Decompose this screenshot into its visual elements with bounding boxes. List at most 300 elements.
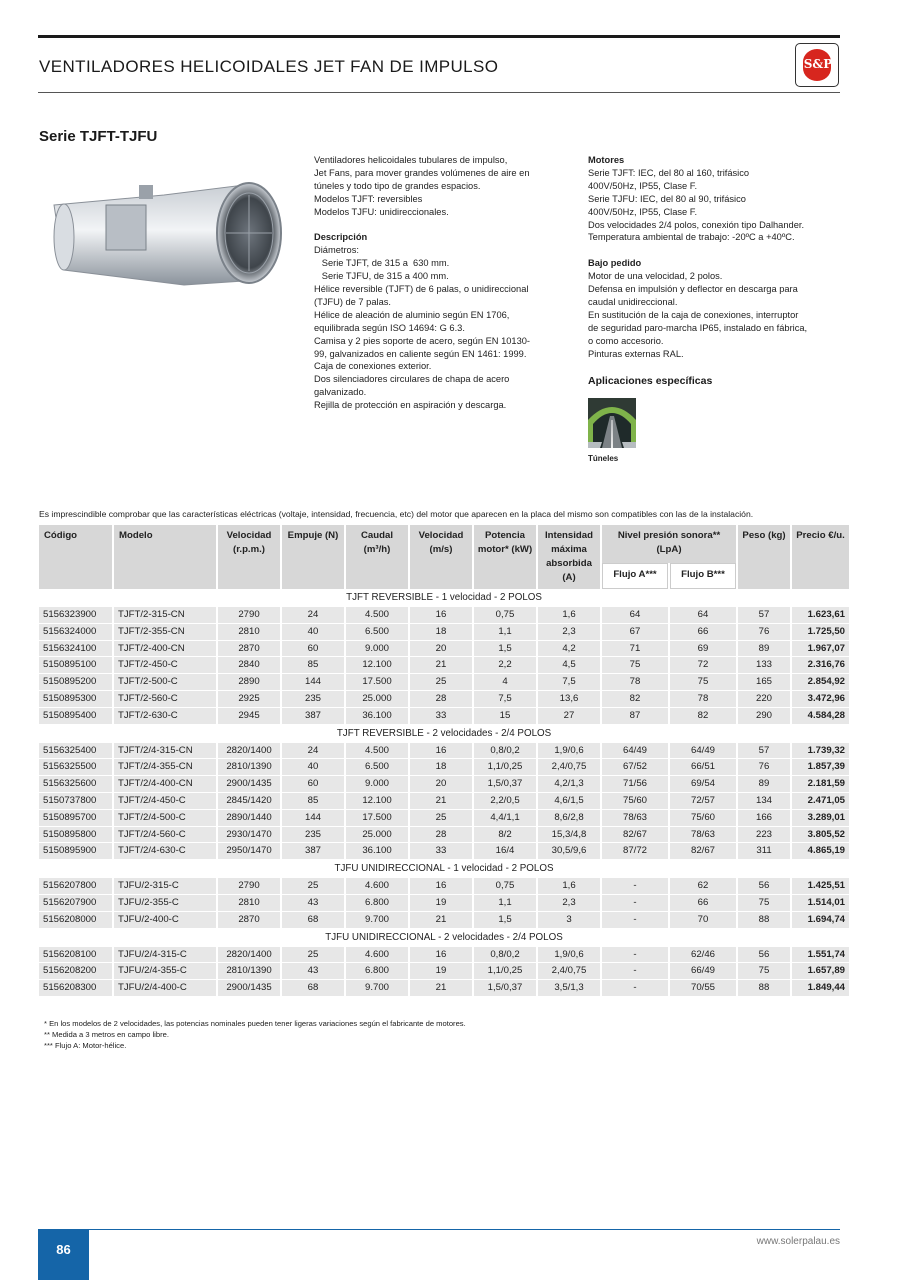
bajo-pedido-line: Pinturas externas RAL. bbox=[588, 348, 684, 359]
cell-velocidad-rpm: 2790 bbox=[218, 607, 280, 624]
cell-modelo: TJFT/2/4-560-C bbox=[114, 827, 216, 844]
cell-velocidad-rpm: 2845/1420 bbox=[218, 793, 280, 810]
tunnel-icon bbox=[588, 398, 636, 448]
cell-velocidad-ms: 33 bbox=[410, 708, 472, 725]
cell-potencia: 4,4/1,1 bbox=[474, 810, 536, 827]
cell-codigo: 5150895800 bbox=[39, 827, 112, 844]
table-row bbox=[39, 674, 849, 691]
cell-potencia: 1,5/0,37 bbox=[474, 776, 536, 793]
cell-caudal: 36.100 bbox=[346, 708, 408, 725]
cell-precio: 3.289,01 bbox=[792, 810, 849, 827]
cell-velocidad-ms: 21 bbox=[410, 980, 472, 997]
motores-title: Motores bbox=[588, 155, 625, 165]
cell-precio: 1.857,39 bbox=[792, 759, 849, 776]
motores-line: Dos velocidades 2/4 polos, conexión tipo Dalhander. bbox=[588, 219, 805, 230]
spec-table bbox=[37, 525, 851, 997]
fan-product-image bbox=[44, 175, 294, 295]
motores-line: Serie TJFU: IEC, del 80 al 90, trifásico bbox=[588, 193, 746, 204]
table-row bbox=[39, 691, 849, 708]
cell-precio: 1.551,74 bbox=[792, 947, 849, 964]
cell-potencia: 7,5 bbox=[474, 691, 536, 708]
table-row bbox=[39, 759, 849, 776]
cell-caudal: 25.000 bbox=[346, 827, 408, 844]
cell-flujo-b: 66 bbox=[670, 895, 736, 912]
cell-velocidad-ms: 19 bbox=[410, 895, 472, 912]
cell-empuje: 68 bbox=[282, 980, 344, 997]
cell-intensidad: 27 bbox=[538, 708, 600, 725]
cell-velocidad-ms: 25 bbox=[410, 810, 472, 827]
cell-codigo: 5156208200 bbox=[39, 963, 112, 980]
cell-flujo-a: 78 bbox=[602, 674, 668, 691]
cell-precio: 1.694,74 bbox=[792, 912, 849, 929]
cell-potencia: 8/2 bbox=[474, 827, 536, 844]
cell-intensidad: 3,5/1,3 bbox=[538, 980, 600, 997]
cell-flujo-a: - bbox=[602, 980, 668, 997]
bajo-pedido-line: de seguridad paro-marcha IP65, instalado en fábrica, bbox=[588, 322, 808, 333]
cell-velocidad-rpm: 2790 bbox=[218, 878, 280, 895]
cell-potencia: 1,1 bbox=[474, 895, 536, 912]
page-number: 86 bbox=[38, 1230, 89, 1280]
cell-empuje: 25 bbox=[282, 947, 344, 964]
cell-velocidad-rpm: 2945 bbox=[218, 708, 280, 725]
cell-modelo: TJFU/2-400-C bbox=[114, 912, 216, 929]
cell-empuje: 40 bbox=[282, 624, 344, 641]
cell-codigo: 5150895100 bbox=[39, 657, 112, 674]
cell-peso: 165 bbox=[738, 674, 790, 691]
section-title: TJFT REVERSIBLE - 1 velocidad - 2 POLOS bbox=[39, 589, 849, 607]
cell-empuje: 235 bbox=[282, 691, 344, 708]
table-row bbox=[39, 624, 849, 641]
cell-peso: 290 bbox=[738, 708, 790, 725]
cell-potencia: 2,2 bbox=[474, 657, 536, 674]
descripcion-title: Descripción bbox=[314, 232, 368, 243]
cell-caudal: 4.500 bbox=[346, 607, 408, 624]
cell-flujo-b: 64 bbox=[670, 607, 736, 624]
cell-potencia: 2,2/0,5 bbox=[474, 793, 536, 810]
footer-url[interactable]: www.solerpalau.es bbox=[756, 1236, 840, 1247]
cell-codigo: 5156207800 bbox=[39, 878, 112, 895]
cell-empuje: 43 bbox=[282, 963, 344, 980]
descripcion-line: Camisa y 2 pies soporte de acero, según EN 10130- bbox=[314, 335, 531, 346]
bajo-pedido-line: Defensa en impulsión y deflector en descarga para bbox=[588, 284, 798, 295]
cell-flujo-a: 75 bbox=[602, 657, 668, 674]
motores-line: Temperatura ambiental de trabajo: -20ºC a +40ºC. bbox=[588, 232, 795, 243]
footnote: * En los modelos de 2 velocidades, las potencias nominales pueden tener ligeras variaciones según el fabricante de motores. bbox=[44, 1019, 466, 1028]
cell-empuje: 144 bbox=[282, 674, 344, 691]
cell-caudal: 4.600 bbox=[346, 947, 408, 964]
cell-flujo-b: 66/49 bbox=[670, 963, 736, 980]
cell-precio: 1.967,07 bbox=[792, 641, 849, 658]
cell-potencia: 1,5 bbox=[474, 641, 536, 658]
cell-flujo-b: 75 bbox=[670, 674, 736, 691]
cell-codigo: 5156325500 bbox=[39, 759, 112, 776]
cell-flujo-a: 64/49 bbox=[602, 743, 668, 760]
cell-peso: 75 bbox=[738, 963, 790, 980]
cell-flujo-a: - bbox=[602, 912, 668, 929]
cell-modelo: TJFU/2/4-355-C bbox=[114, 963, 216, 980]
cell-intensidad: 4,2 bbox=[538, 641, 600, 658]
descripcion-line: Caja de conexiones exterior. bbox=[314, 361, 432, 372]
cell-modelo: TJFT/2/4-400-CN bbox=[114, 776, 216, 793]
tunnel-label: Túneles bbox=[588, 454, 619, 463]
intro-line: Jet Fans, para mover grandes volúmenes de aire en bbox=[314, 167, 530, 178]
cell-intensidad: 2,4/0,75 bbox=[538, 759, 600, 776]
cell-flujo-a: - bbox=[602, 878, 668, 895]
cell-velocidad-ms: 16 bbox=[410, 607, 472, 624]
cell-intensidad: 13,6 bbox=[538, 691, 600, 708]
descripcion-line: (TJFU) de 7 palas. bbox=[314, 296, 391, 307]
cell-velocidad-rpm: 2870 bbox=[218, 912, 280, 929]
header-empuje: Empuje (N) bbox=[282, 525, 344, 589]
cell-intensidad: 1,9/0,6 bbox=[538, 947, 600, 964]
section-title: TJFU UNIDIRECCIONAL - 1 velocidad - 2 POLOS bbox=[39, 860, 849, 878]
cell-flujo-a: 78/63 bbox=[602, 810, 668, 827]
cell-flujo-b: 70 bbox=[670, 912, 736, 929]
cell-codigo: 5156323900 bbox=[39, 607, 112, 624]
cell-potencia: 1,1/0,25 bbox=[474, 963, 536, 980]
cell-flujo-a: 82/67 bbox=[602, 827, 668, 844]
section-row bbox=[39, 725, 849, 743]
cell-velocidad-ms: 28 bbox=[410, 827, 472, 844]
cell-velocidad-rpm: 2810 bbox=[218, 624, 280, 641]
cell-velocidad-rpm: 2890 bbox=[218, 674, 280, 691]
header-caudal: Caudal (m³/h) bbox=[346, 525, 408, 589]
cell-modelo: TJFT/2/4-450-C bbox=[114, 793, 216, 810]
table-row bbox=[39, 980, 849, 997]
cell-intensidad: 4,5 bbox=[538, 657, 600, 674]
cell-flujo-b: 72/57 bbox=[670, 793, 736, 810]
cell-empuje: 85 bbox=[282, 657, 344, 674]
brand-logo bbox=[795, 43, 839, 87]
cell-caudal: 6.500 bbox=[346, 624, 408, 641]
cell-modelo: TJFT/2/4-500-C bbox=[114, 810, 216, 827]
cell-codigo: 5156207900 bbox=[39, 895, 112, 912]
cell-empuje: 85 bbox=[282, 793, 344, 810]
cell-peso: 76 bbox=[738, 759, 790, 776]
cell-modelo: TJFU/2-315-C bbox=[114, 878, 216, 895]
motores-line: 400V/50Hz, IP55, Clase F. bbox=[588, 206, 698, 217]
cell-peso: 56 bbox=[738, 947, 790, 964]
descripcion-line: Rejilla de protección en aspiración y descarga. bbox=[314, 400, 507, 411]
cell-velocidad-ms: 20 bbox=[410, 776, 472, 793]
cell-flujo-a: - bbox=[602, 895, 668, 912]
cell-flujo-a: 71 bbox=[602, 641, 668, 658]
cell-empuje: 144 bbox=[282, 810, 344, 827]
cell-modelo: TJFT/2-450-C bbox=[114, 657, 216, 674]
cell-precio: 1.849,44 bbox=[792, 980, 849, 997]
cell-velocidad-rpm: 2950/1470 bbox=[218, 843, 280, 860]
cell-potencia: 1,1 bbox=[474, 624, 536, 641]
cell-flujo-b: 69/54 bbox=[670, 776, 736, 793]
cell-peso: 89 bbox=[738, 641, 790, 658]
header-nivel-sonoro: Nivel presión sonora** (LpA) bbox=[602, 525, 736, 563]
cell-potencia: 1,5 bbox=[474, 912, 536, 929]
cell-velocidad-rpm: 2900/1435 bbox=[218, 776, 280, 793]
section-row bbox=[39, 589, 849, 607]
cell-velocidad-rpm: 2925 bbox=[218, 691, 280, 708]
cell-codigo: 5150895700 bbox=[39, 810, 112, 827]
series-title: Serie TJFT-TJFU bbox=[39, 128, 158, 145]
cell-peso: 166 bbox=[738, 810, 790, 827]
intro-line: Ventiladores helicoidales tubulares de impulso, bbox=[314, 155, 508, 165]
header-intensidad: Intensidad máxima absorbida (A) bbox=[538, 525, 600, 589]
cell-modelo: TJFT/2/4-315-CN bbox=[114, 743, 216, 760]
cell-peso: 223 bbox=[738, 827, 790, 844]
cell-modelo: TJFT/2/4-630-C bbox=[114, 843, 216, 860]
cell-precio: 2.854,92 bbox=[792, 674, 849, 691]
table-row bbox=[39, 708, 849, 725]
spec-table-body bbox=[39, 589, 849, 997]
table-row bbox=[39, 810, 849, 827]
cell-empuje: 235 bbox=[282, 827, 344, 844]
cell-velocidad-ms: 16 bbox=[410, 743, 472, 760]
cell-potencia: 15 bbox=[474, 708, 536, 725]
cell-potencia: 0,75 bbox=[474, 607, 536, 624]
cell-potencia: 0,8/0,2 bbox=[474, 743, 536, 760]
cell-velocidad-rpm: 2810 bbox=[218, 895, 280, 912]
cell-potencia: 0,75 bbox=[474, 878, 536, 895]
cell-flujo-b: 62 bbox=[670, 878, 736, 895]
table-row bbox=[39, 843, 849, 860]
descripcion-line: Serie TJFU, de 315 a 400 mm. bbox=[314, 271, 449, 282]
cell-modelo: TJFU/2/4-315-C bbox=[114, 947, 216, 964]
cell-caudal: 12.100 bbox=[346, 793, 408, 810]
cell-precio: 1.657,89 bbox=[792, 963, 849, 980]
cell-peso: 88 bbox=[738, 980, 790, 997]
cell-intensidad: 30,5/9,6 bbox=[538, 843, 600, 860]
descripcion-line: Diámetros: bbox=[314, 245, 359, 256]
cell-velocidad-rpm: 2810/1390 bbox=[218, 759, 280, 776]
cell-peso: 57 bbox=[738, 743, 790, 760]
cell-codigo: 5156208300 bbox=[39, 980, 112, 997]
cell-intensidad: 1,6 bbox=[538, 878, 600, 895]
cell-peso: 75 bbox=[738, 895, 790, 912]
cell-velocidad-ms: 19 bbox=[410, 963, 472, 980]
header-flujo-a: Flujo A*** bbox=[602, 563, 668, 589]
section-title: TJFU UNIDIRECCIONAL - 2 velocidades - 2/4 POLOS bbox=[39, 929, 849, 947]
cell-velocidad-ms: 18 bbox=[410, 759, 472, 776]
cell-flujo-b: 75/60 bbox=[670, 810, 736, 827]
cell-velocidad-ms: 21 bbox=[410, 793, 472, 810]
cell-modelo: TJFT/2/4-355-CN bbox=[114, 759, 216, 776]
cell-caudal: 4.600 bbox=[346, 878, 408, 895]
intro-line: Modelos TJFU: unidireccionales. bbox=[314, 206, 449, 217]
cell-peso: 88 bbox=[738, 912, 790, 929]
cell-velocidad-rpm: 2840 bbox=[218, 657, 280, 674]
cell-precio: 1.514,01 bbox=[792, 895, 849, 912]
cell-precio: 1.623,61 bbox=[792, 607, 849, 624]
bajo-pedido-line: caudal unidireccional. bbox=[588, 296, 678, 307]
cell-velocidad-rpm: 2820/1400 bbox=[218, 947, 280, 964]
cell-velocidad-rpm: 2930/1470 bbox=[218, 827, 280, 844]
cell-flujo-a: 67 bbox=[602, 624, 668, 641]
cell-flujo-a: - bbox=[602, 947, 668, 964]
cell-intensidad: 2,3 bbox=[538, 624, 600, 641]
table-row bbox=[39, 607, 849, 624]
bajo-pedido-title: Bajo pedido bbox=[588, 258, 642, 269]
table-row bbox=[39, 743, 849, 760]
cell-flujo-a: 87/72 bbox=[602, 843, 668, 860]
cell-caudal: 6.800 bbox=[346, 895, 408, 912]
header-precio: Precio €/u. bbox=[792, 525, 849, 589]
cell-codigo: 5150895200 bbox=[39, 674, 112, 691]
cell-modelo: TJFT/2-500-C bbox=[114, 674, 216, 691]
footnote: *** Flujo A: Motor-hélice. bbox=[44, 1041, 127, 1051]
aplicaciones-title: Aplicaciones específicas bbox=[588, 375, 713, 387]
table-row bbox=[39, 963, 849, 980]
table-row bbox=[39, 793, 849, 810]
cell-peso: 220 bbox=[738, 691, 790, 708]
cell-codigo: 5156324100 bbox=[39, 641, 112, 658]
header-flujo-b: Flujo B*** bbox=[670, 563, 736, 589]
cell-caudal: 9.000 bbox=[346, 641, 408, 658]
cell-empuje: 40 bbox=[282, 759, 344, 776]
descripcion-line: 99, galvanizados en caliente según EN 1461: 1999. bbox=[314, 348, 527, 359]
descripcion-line: Dos silenciadores circulares de chapa de acero bbox=[314, 374, 510, 385]
cell-intensidad: 1,9/0,6 bbox=[538, 743, 600, 760]
motores-column bbox=[588, 154, 843, 360]
cell-empuje: 60 bbox=[282, 641, 344, 658]
cell-precio: 1.739,32 bbox=[792, 743, 849, 760]
cell-precio: 4.584,28 bbox=[792, 708, 849, 725]
cell-velocidad-ms: 18 bbox=[410, 624, 472, 641]
table-row bbox=[39, 657, 849, 674]
cell-flujo-b: 66/51 bbox=[670, 759, 736, 776]
header-modelo: Modelo bbox=[114, 525, 216, 589]
cell-flujo-b: 69 bbox=[670, 641, 736, 658]
header-peso: Peso (kg) bbox=[738, 525, 790, 589]
cell-modelo: TJFT/2-355-CN bbox=[114, 624, 216, 641]
cell-peso: 134 bbox=[738, 793, 790, 810]
header-velocidad-ms: Velocidad (m/s) bbox=[410, 525, 472, 589]
descripcion-line: galvanizado. bbox=[314, 387, 367, 398]
cell-caudal: 6.500 bbox=[346, 759, 408, 776]
electrical-note: Es imprescindible comprobar que las características eléctricas (voltaje, intensidad, frecuencia, etc) del motor que aparecen en la placa del mismo son compatibles con las de la instalación. bbox=[39, 509, 754, 519]
cell-velocidad-ms: 16 bbox=[410, 878, 472, 895]
cell-precio: 1.425,51 bbox=[792, 878, 849, 895]
cell-flujo-a: 64 bbox=[602, 607, 668, 624]
table-row bbox=[39, 641, 849, 658]
cell-potencia: 4 bbox=[474, 674, 536, 691]
cell-precio: 3.472,96 bbox=[792, 691, 849, 708]
cell-velocidad-ms: 21 bbox=[410, 912, 472, 929]
cell-velocidad-rpm: 2810/1390 bbox=[218, 963, 280, 980]
cell-empuje: 43 bbox=[282, 895, 344, 912]
header-divider bbox=[38, 92, 840, 93]
cell-flujo-b: 70/55 bbox=[670, 980, 736, 997]
cell-precio: 3.805,52 bbox=[792, 827, 849, 844]
section-row bbox=[39, 860, 849, 878]
footnote: ** Medida a 3 metros en campo libre. bbox=[44, 1030, 169, 1040]
cell-caudal: 9.700 bbox=[346, 912, 408, 929]
footnotes bbox=[44, 1018, 466, 1052]
cell-precio: 2.471,05 bbox=[792, 793, 849, 810]
cell-codigo: 5150895400 bbox=[39, 708, 112, 725]
cell-potencia: 0,8/0,2 bbox=[474, 947, 536, 964]
descripcion-line: Hélice reversible (TJFT) de 6 palas, o unidireccional bbox=[314, 284, 529, 295]
cell-velocidad-rpm: 2820/1400 bbox=[218, 743, 280, 760]
bajo-pedido-line: En sustitución de la caja de conexiones, interruptor bbox=[588, 309, 799, 320]
table-row bbox=[39, 878, 849, 895]
cell-velocidad-rpm: 2900/1435 bbox=[218, 980, 280, 997]
cell-codigo: 5150737800 bbox=[39, 793, 112, 810]
cell-flujo-b: 66 bbox=[670, 624, 736, 641]
cell-peso: 311 bbox=[738, 843, 790, 860]
cell-flujo-b: 78 bbox=[670, 691, 736, 708]
table-row bbox=[39, 895, 849, 912]
cell-codigo: 5150895900 bbox=[39, 843, 112, 860]
cell-empuje: 68 bbox=[282, 912, 344, 929]
cell-velocidad-ms: 33 bbox=[410, 843, 472, 860]
cell-velocidad-rpm: 2870 bbox=[218, 641, 280, 658]
cell-flujo-a: 87 bbox=[602, 708, 668, 725]
intro-line: túneles y todo tipo de grandes espacios. bbox=[314, 180, 481, 191]
header-codigo: Código bbox=[39, 525, 112, 589]
cell-modelo: TJFT/2-400-CN bbox=[114, 641, 216, 658]
header-potencia: Potencia motor* (kW) bbox=[474, 525, 536, 589]
cell-velocidad-ms: 20 bbox=[410, 641, 472, 658]
table-row bbox=[39, 827, 849, 844]
cell-modelo: TJFT/2-315-CN bbox=[114, 607, 216, 624]
header-velocidad-rpm: Velocidad (r.p.m.) bbox=[218, 525, 280, 589]
cell-peso: 57 bbox=[738, 607, 790, 624]
cell-modelo: TJFU/2/4-400-C bbox=[114, 980, 216, 997]
bajo-pedido-line: o como accesorio. bbox=[588, 335, 664, 346]
cell-flujo-b: 82 bbox=[670, 708, 736, 725]
cell-caudal: 25.000 bbox=[346, 691, 408, 708]
cell-velocidad-ms: 21 bbox=[410, 657, 472, 674]
cell-peso: 76 bbox=[738, 624, 790, 641]
cell-peso: 89 bbox=[738, 776, 790, 793]
cell-modelo: TJFT/2-630-C bbox=[114, 708, 216, 725]
cell-intensidad: 3 bbox=[538, 912, 600, 929]
section-title: TJFT REVERSIBLE - 2 velocidades - 2/4 POLOS bbox=[39, 725, 849, 743]
cell-intensidad: 1,6 bbox=[538, 607, 600, 624]
cell-peso: 56 bbox=[738, 878, 790, 895]
cell-potencia: 1,5/0,37 bbox=[474, 980, 536, 997]
cell-flujo-b: 64/49 bbox=[670, 743, 736, 760]
cell-caudal: 17.500 bbox=[346, 810, 408, 827]
cell-modelo: TJFT/2-560-C bbox=[114, 691, 216, 708]
cell-flujo-b: 72 bbox=[670, 657, 736, 674]
cell-velocidad-ms: 25 bbox=[410, 674, 472, 691]
cell-precio: 4.865,19 bbox=[792, 843, 849, 860]
cell-codigo: 5150895300 bbox=[39, 691, 112, 708]
table-row bbox=[39, 947, 849, 964]
cell-flujo-a: - bbox=[602, 963, 668, 980]
cell-velocidad-ms: 28 bbox=[410, 691, 472, 708]
logo-text: S&P bbox=[803, 57, 833, 71]
cell-potencia: 1,1/0,25 bbox=[474, 759, 536, 776]
table-row bbox=[39, 776, 849, 793]
cell-intensidad: 4,2/1,3 bbox=[538, 776, 600, 793]
cell-caudal: 9.700 bbox=[346, 980, 408, 997]
page-title: VENTILADORES HELICOIDALES JET FAN DE IMPULSO bbox=[39, 57, 499, 76]
cell-precio: 1.725,50 bbox=[792, 624, 849, 641]
cell-codigo: 5156208000 bbox=[39, 912, 112, 929]
descripcion-line: equilibrada según ISO 14694: G 6.3. bbox=[314, 322, 465, 333]
intro-line: Modelos TJFT: reversibles bbox=[314, 193, 423, 204]
cell-codigo: 5156325600 bbox=[39, 776, 112, 793]
cell-potencia: 16/4 bbox=[474, 843, 536, 860]
cell-flujo-a: 67/52 bbox=[602, 759, 668, 776]
cell-flujo-b: 78/63 bbox=[670, 827, 736, 844]
cell-precio: 2.316,76 bbox=[792, 657, 849, 674]
cell-caudal: 4.500 bbox=[346, 743, 408, 760]
cell-caudal: 17.500 bbox=[346, 674, 408, 691]
cell-caudal: 12.100 bbox=[346, 657, 408, 674]
header-rule bbox=[38, 35, 840, 38]
